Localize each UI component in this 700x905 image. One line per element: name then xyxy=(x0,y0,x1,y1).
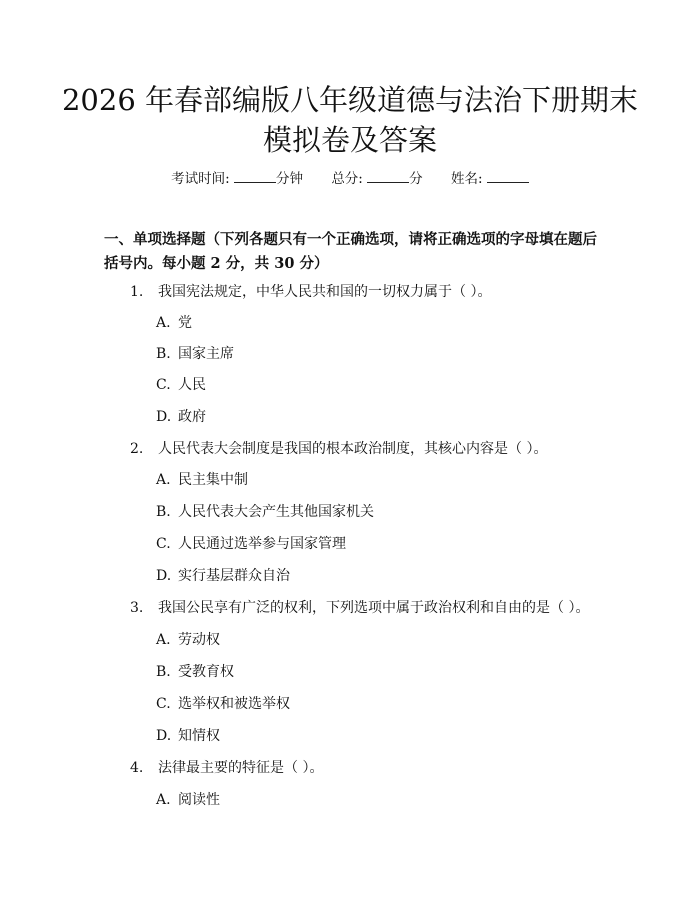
option-letter: B. xyxy=(156,504,171,520)
question-4 xyxy=(130,758,650,778)
question-number: 1. xyxy=(130,284,144,300)
option-letter: A. xyxy=(156,472,171,488)
page-title-line-1: 2026 年春部编版八年级道德与法治下册期末 xyxy=(61,83,639,117)
exam-info-row xyxy=(0,168,700,189)
option-text: 选举权和被选举权 xyxy=(178,696,290,712)
total-score-unit: 分 xyxy=(409,171,423,187)
exam-time-unit: 分钟 xyxy=(276,171,304,187)
question-2 xyxy=(130,439,650,459)
question-number: 2. xyxy=(130,441,144,457)
name-label: 姓名: xyxy=(450,171,483,187)
option xyxy=(156,344,636,364)
question-text: 人民代表大会制度是我国的根本政治制度，其核心内容是（ ）。 xyxy=(158,441,548,457)
question-text: 我国宪法规定，中华人民共和国的一切权力属于（ ）。 xyxy=(158,284,492,300)
option-letter: D. xyxy=(156,568,172,584)
option xyxy=(156,630,636,650)
exam-time-label: 考试时间: xyxy=(171,171,230,187)
option xyxy=(156,502,636,522)
option-text: 劳动权 xyxy=(178,632,220,648)
name-blank xyxy=(487,168,529,183)
option-letter: C. xyxy=(156,536,171,552)
question-3 xyxy=(130,598,650,618)
option-letter: A. xyxy=(156,632,171,648)
option xyxy=(156,470,636,490)
question-text: 法律最主要的特征是（ ）。 xyxy=(158,760,324,776)
option-text: 国家主席 xyxy=(178,346,234,362)
option-text: 党 xyxy=(178,315,192,331)
option xyxy=(156,726,636,746)
question-number: 3. xyxy=(130,600,144,616)
option-letter: D. xyxy=(156,728,172,744)
total-score-blank xyxy=(367,168,409,183)
option xyxy=(156,534,636,554)
option xyxy=(156,694,636,714)
option xyxy=(156,313,636,333)
option-letter: D. xyxy=(156,409,172,425)
name-field xyxy=(451,168,529,189)
option-text: 政府 xyxy=(178,409,206,425)
option xyxy=(156,790,636,810)
option-text: 人民 xyxy=(178,377,206,393)
option-letter: C. xyxy=(156,696,171,712)
question-1 xyxy=(130,282,650,302)
option-text: 受教育权 xyxy=(178,664,234,680)
total-score-label: 总分: xyxy=(331,171,363,187)
total-score-field xyxy=(331,168,422,189)
page-title-line-2: 模拟卷及答案 xyxy=(262,123,437,157)
option-letter: B. xyxy=(156,346,171,362)
option-text: 人民通过选举参与国家管理 xyxy=(178,536,346,552)
exam-time-field xyxy=(171,168,303,189)
section-heading: 一、单项选择题（下列各题只有一个正确选项，请将正确选项的字母填在题后括号内。每小题 2 分，共 30 分） xyxy=(104,231,597,272)
option xyxy=(156,566,636,586)
exam-time-blank xyxy=(234,168,276,183)
option-letter: B. xyxy=(156,664,171,680)
question-number: 4. xyxy=(130,760,144,776)
option xyxy=(156,662,636,682)
option-text: 民主集中制 xyxy=(178,472,248,488)
option xyxy=(156,407,636,427)
option-letter: A. xyxy=(156,792,171,808)
question-text: 我国公民享有广泛的权利，下列选项中属于政治权利和自由的是（ ）。 xyxy=(158,600,590,616)
option-text: 人民代表大会产生其他国家机关 xyxy=(178,504,374,520)
option-text: 知情权 xyxy=(178,728,220,744)
option-text: 实行基层群众自治 xyxy=(178,568,290,584)
option-letter: A. xyxy=(156,315,171,331)
option-text: 阅读性 xyxy=(178,792,220,808)
option xyxy=(156,375,636,395)
option-letter: C. xyxy=(156,377,171,393)
